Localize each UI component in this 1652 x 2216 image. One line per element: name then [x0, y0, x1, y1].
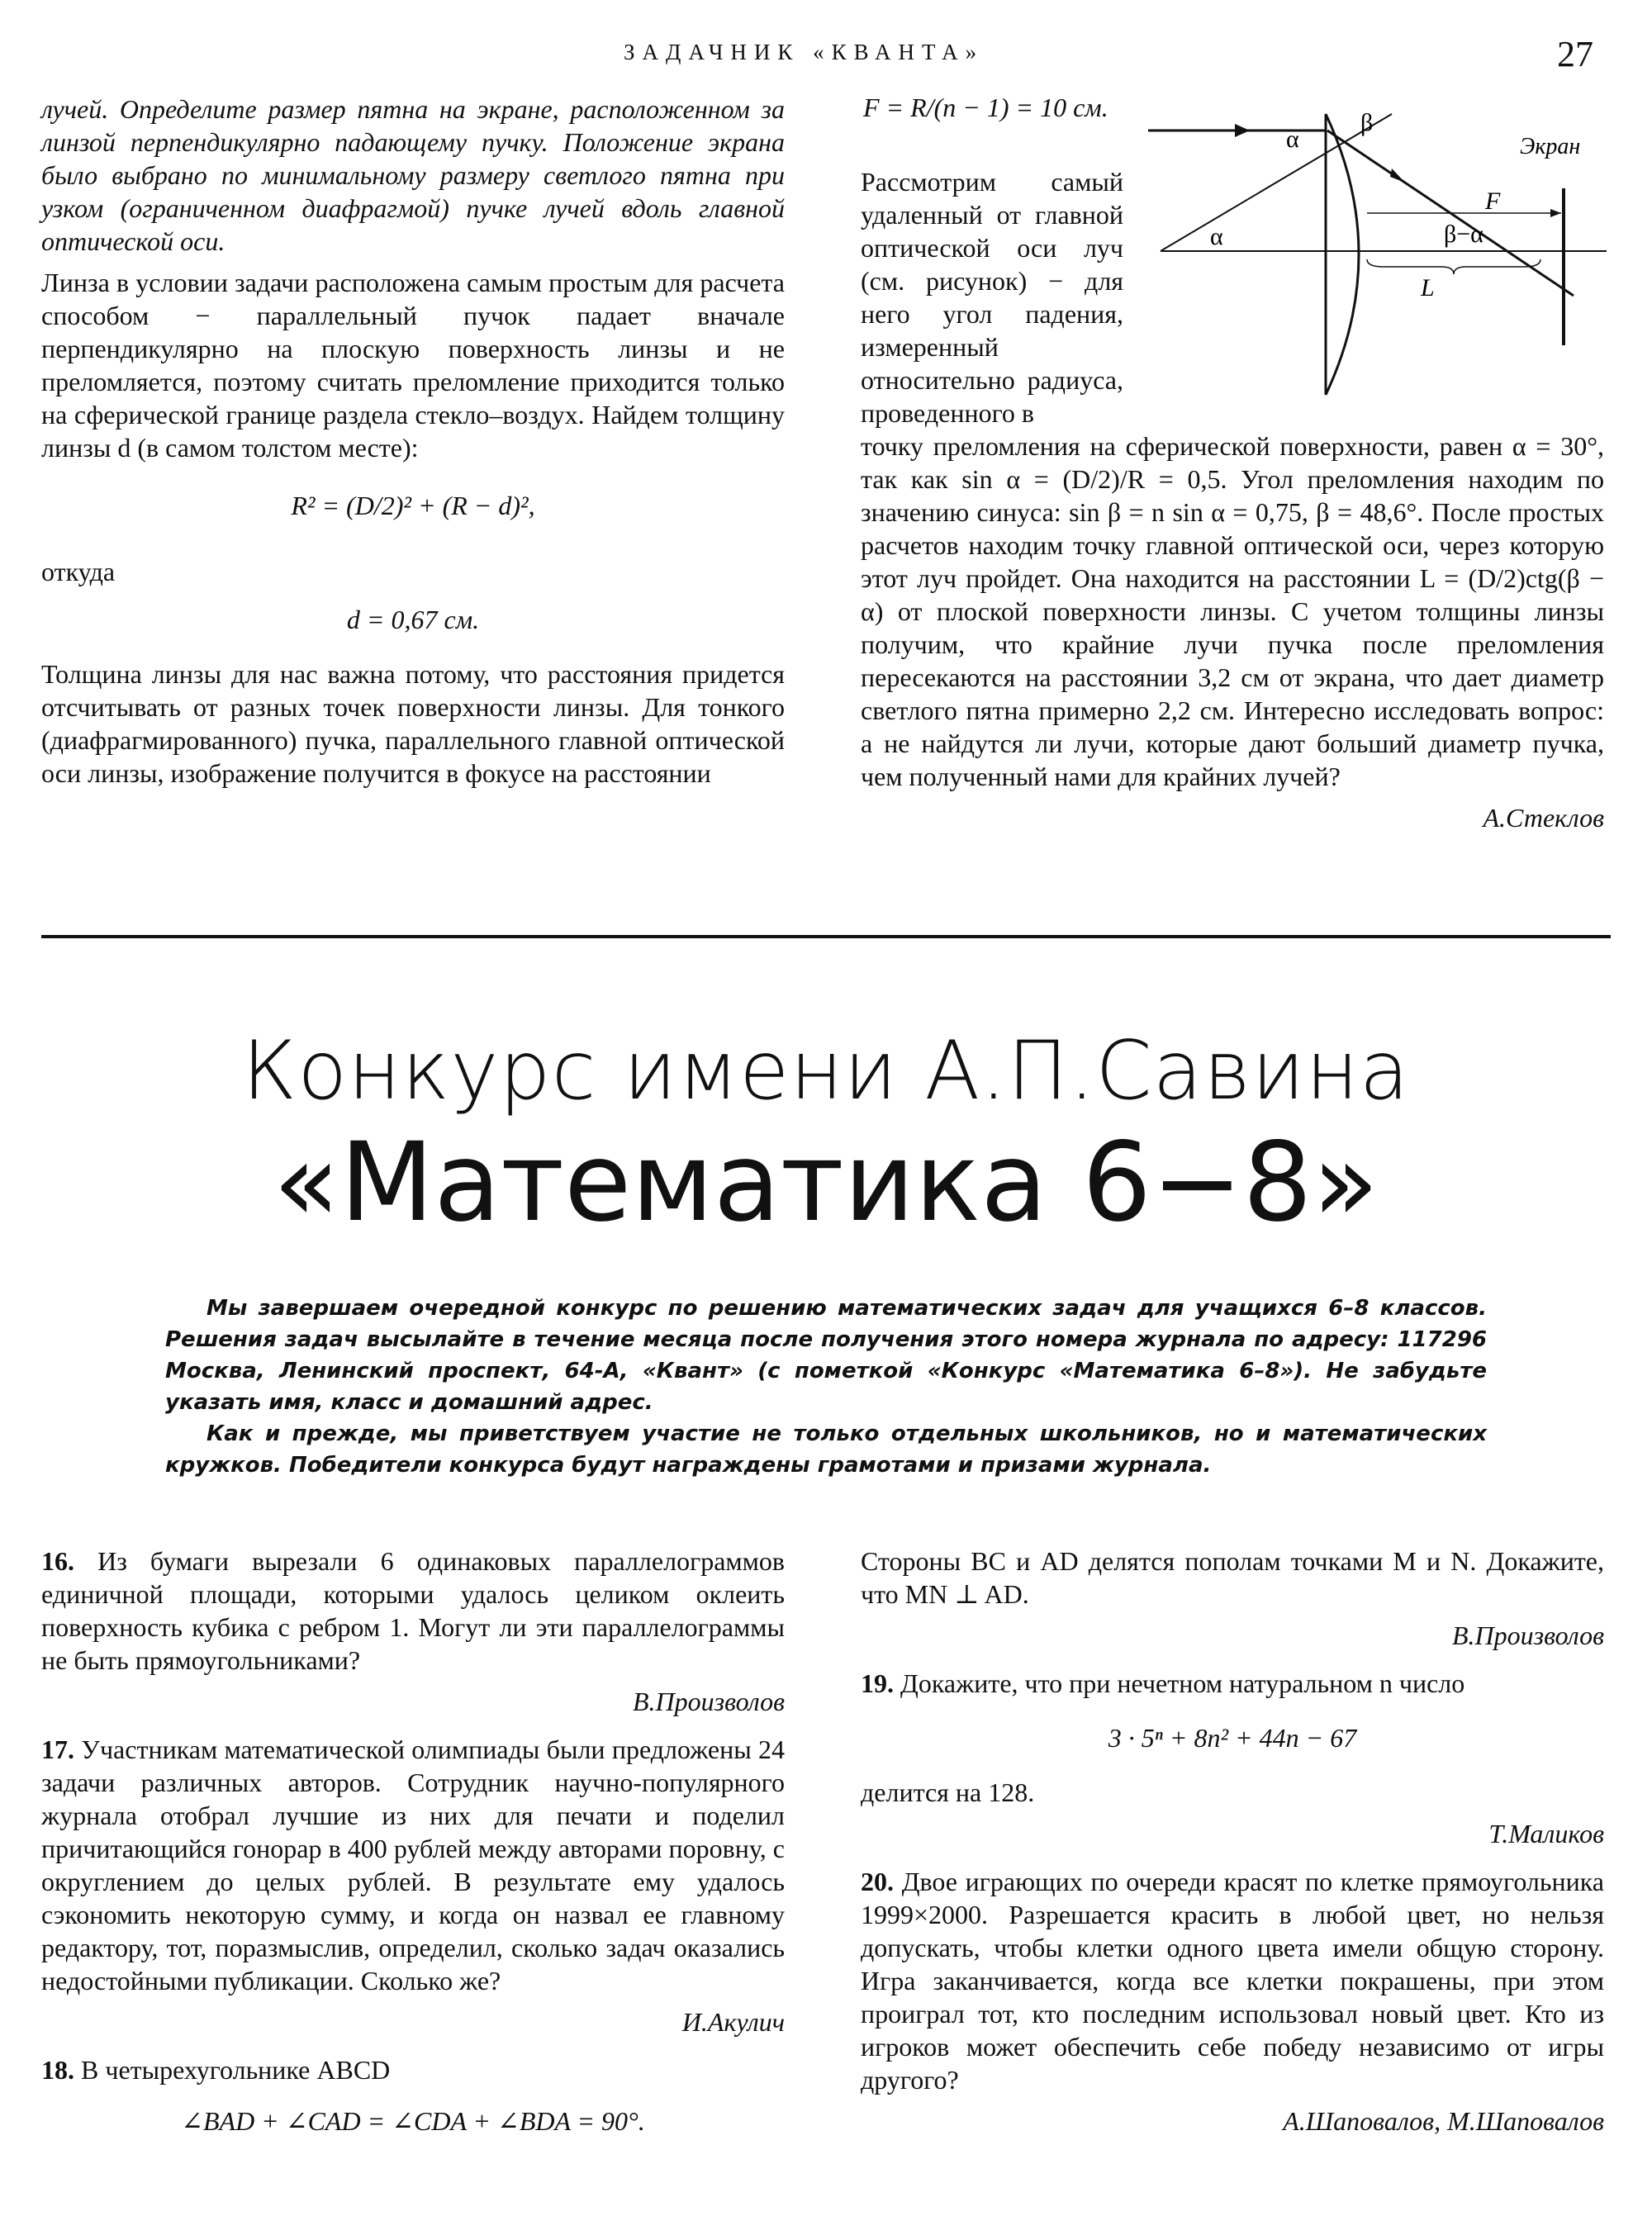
alpha-label-left: α — [1210, 223, 1223, 250]
problem-20-text: Двое играющих по очереди красят по клетке прямоугольника 1999×2000. Разрешается красить в любой цвет, но нельзя допускать, чтобы клетки одного цвета имели общую сторону. Игра заканчивается, когда все клетки покрашены, при этом проиграл тот, кто последним использовал новый цвет. Кто из игроков может обеспечить себе победу независимо от игры другого? — [861, 1867, 1605, 2095]
contest-title: Конкурс имени А.П.Савина — [242, 1024, 1410, 1118]
top-left-column — [41, 93, 785, 798]
problem-18-number: 18. — [41, 2055, 74, 2085]
page-number: 27 — [1557, 34, 1593, 74]
problem-20-number: 20. — [861, 1867, 894, 1896]
dimension-L — [1367, 259, 1540, 274]
side-text: Рассмотрим самый удаленный от главной оптической оси луч (см. рисунок) − для него угол падения, измеренный относительно радиуса, проведенного в — [861, 167, 1123, 428]
screen-label: Экран — [1520, 134, 1581, 159]
problem-16 — [41, 1545, 785, 1677]
alpha-label-top: α — [1286, 126, 1299, 153]
problem-17 — [41, 1733, 785, 1997]
problem-19-formula: 3 · 5ⁿ + 8n² + 44n − 67 — [1108, 1723, 1357, 1753]
contest-subtitle: «Математика 6−8» — [273, 1119, 1379, 1246]
problem-20 — [861, 1865, 1604, 2096]
word-otkuda: откуда — [41, 557, 116, 586]
problem-17-text: Участникам математической олимпиады были предложены 24 задачи различных авторов. Сотрудник научно-популярного журнала отобрал лучшие из них для печати и поделил причитающийся гонорар в 400 рублей между авторами поровну, с округлением до целых рублей. В результате ему удалось сэкономить некоторую сумму, и когда он назвал ее главному редактору, тот, поразмыслив, определил, сколько задач оказались недостойными публикации. Сколько же? — [41, 1734, 786, 1995]
beta-label: β — [1360, 109, 1374, 136]
problem-19-author: Т.Маликов — [1488, 1819, 1604, 1848]
contest-intro — [165, 1293, 1487, 1481]
intro-paragraph-1: Мы завершаем очередной конкурс по решению математических задач для учащихся 6–8 классов. Решения задач высылайте в течение месяца после получения этого номера журнала по адресу: 117296 Москва, Ленинский проспект, 64-А, «Квант» (с пометкой «Конкурс «Математика 6–8»). Не забудьте указать имя, класс и домашний адрес. — [165, 1296, 1487, 1415]
problem-18-author: В.Произволов — [1451, 1620, 1604, 1650]
problem-20-author: А.Шаповалов, М.Шаповалов — [1283, 2106, 1604, 2136]
L-label: L — [1421, 274, 1435, 301]
problem-17-author: И.Акулич — [681, 2007, 785, 2037]
solution-paragraph-2: Толщина линзы для нас важна потому, что расстояния придется отсчитывать от разных точек поверхности линзы. Для тонкого (диафрагмированного) пучка, параллельного главной оптической оси линзы, изображение получится в фокусе на расстоянии — [41, 659, 785, 788]
formula-thickness: d = 0,67 см. — [346, 605, 480, 634]
intro-paragraph-2: Как и прежде, мы приветствуем участие не только отдельных школьников, но и математических кружков. Победители конкурса будут награждены грамотами и призами журнала. — [165, 1421, 1487, 1478]
lens — [1326, 114, 1359, 395]
lens-diagram — [1144, 97, 1611, 411]
problem-18-text: В четырехугольнике ABCD — [81, 2055, 391, 2085]
top-right-column — [861, 429, 1604, 849]
incoming-ray — [1148, 124, 1326, 137]
formula-focal: F = R/(n − 1) = 10 см. — [863, 93, 1108, 122]
running-title: ЗАДАЧНИК «КВАНТА» — [624, 40, 985, 64]
problem-18-formula: ∠BAD + ∠CAD = ∠CDA + ∠BDA = 90°. — [181, 2106, 645, 2136]
problem-text-end: лучей. Определите размер пятна на экране, расположенном за линзой перпендикулярно падающему пучку. Положение экрана было выбрано по минимальному размеру светлого пятна при узком (ограниченном диафрагмой) пучке лучей вдоль главной оптической оси. — [41, 94, 785, 256]
problem-16-number: 16. — [41, 1546, 74, 1576]
formula-lens-radius: R² = (D/2)² + (R − d)², — [291, 491, 535, 520]
problem-19-number: 19. — [861, 1668, 894, 1698]
problem-16-text: Из бумаги вырезали 6 одинаковых параллелограммов единичной площади, которыми удалось целиком оклеить поверхность кубика с ребром 1. Могут ли эти параллелограммы не быть прямоугольниками? — [41, 1546, 786, 1675]
problem-16-author: В.Произволов — [632, 1687, 785, 1716]
F-label: F — [1485, 187, 1501, 215]
solution-paragraph-3: точку преломления на сферической поверхности, равен α = 30°, так как sin α = (D/2)/R = 0,5. Угол преломления находим по значению синуса: sin β = n sin α = 0,75, β = 48,6°. После простых расчетов находим точку главной оптической оси, через которую этот луч пройдет. Она находится на расстоянии L = (D/2)ctg(β − α) от плоской поверхности линзы. С учетом толщины линзы получим, что крайние лучи пучка после преломления пересекаются на расстоянии 3,2 см от экрана, что дает диаметр светлого пятна примерно 2,2 см. Интересно исследовать вопрос: а не найдутся ли лучи, которые дают больший диаметр пучка, чем полученный нами для крайних лучей? — [861, 431, 1604, 791]
section-divider — [41, 935, 1611, 938]
problems-left-column — [41, 1545, 785, 2149]
problem-18 — [41, 2053, 785, 2086]
problems-right-column — [861, 1545, 1604, 2152]
dimension-F — [1367, 209, 1561, 217]
problem-19 — [861, 1667, 1604, 1700]
author-steklov: А.Стеклов — [1483, 803, 1604, 833]
solution-paragraph-1: Линза в условии задачи расположена самым простым для расчета способом − параллельный пучок падает вначале перпендикулярно на плоскую поверхность линзы и не преломляется, поэтому считать преломление приходится только на сферической границе раздела стекло–воздух. Найдем толщину линзы d (в самом толстом месте): — [41, 268, 785, 463]
problem-18-continuation: Стороны BC и AD делятся пополам точками M и N. Докажите, что MN ⊥ AD. — [861, 1546, 1604, 1609]
problem-19-continuation: делится на 128. — [861, 1777, 1035, 1807]
problem-19-text: Докажите, что при нечетном натуральном n число — [900, 1668, 1465, 1698]
problem-17-number: 17. — [41, 1734, 74, 1764]
beta-minus-alpha-label: β−α — [1444, 221, 1483, 248]
